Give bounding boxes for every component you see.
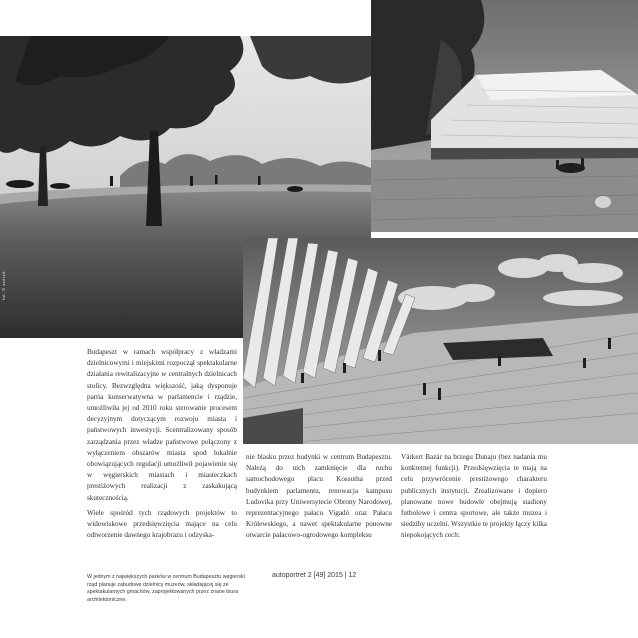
body-paragraph: nie blasku przez budynki w centrum Budapesztu. Należą do nich zamknięcie dla ruchu samochodowego placu Kossutha przed budynkiem parlamentu, renowacja kampusu Ludovika przy Uniwersytecie Obrony Narodowej, reprezentacyjnego pałacu Vigadó oraz Pałacu Królewskiego, a nawet spektakularne ponowne otwarcie pałacowo-ogrodowego kompleksu	[246, 453, 392, 540]
page-folio: autoportret 2 [49] 2015 | 12	[272, 572, 357, 579]
body-column-2	[246, 452, 392, 542]
ramp-rendering	[243, 238, 638, 444]
body-column-3	[401, 452, 547, 542]
ramp-rendering-image	[243, 238, 638, 444]
body-paragraph: Várkert Bazár na brzegu Dunaju (bez nadania mu konkretnej funkcji). Przedsięwzięcia te mają na celu przywrócenie prestiżowego charakteru publicznych instytucji. Zrealizowane i dopiero planowane nowe budowle obejmują stadiony futbolowe i centra sportowe, ale także muzea i siedziby uczelni. Wszystkie te projekty łączy kilka niepokojących cech:	[401, 453, 547, 540]
hall-photo-image	[371, 0, 638, 232]
photo-caption: W jednym z największych parków w centrum Budapesztu węgierski rząd planuje zabudowę dzielnicy muzeów, składającej się ze spektakularnych gmachów, zaprojektowanych przez znane biura architektoniczne.	[87, 574, 245, 603]
photo-credit: fot. © szerző	[1, 270, 6, 300]
body-column-1	[87, 347, 237, 541]
body-paragraph: Wiele spośród tych rządowych projektów to widowiskowe przedsięwzięcia mające na celu odtworzenie dawnego krajobrazu i odzyska-	[87, 508, 237, 540]
hall-photo	[371, 0, 638, 232]
body-paragraph: Budapeszt w ramach współpracy z władzami dzielnicowymi i miejskimi rozpoczął spektakularne działania rewitalizacyjne w centralnych dzielnicach stolicy. Bezwzględna większość, jaką dysponuje partia konserwatywna w parlamencie i rządzie, umożliwiła jej od 2010 roku sterowanie procesem decyzyjnym dotyczącym rozwoju miasta i państwowych inwestycji. Scentralizowany sposób zarządzania przez władze państwowe połączony z wyłączeniem obszarów miasta spod lokalnie obowiązujących regulacji umożliwił pojawienie się w węgierskich miastach i miasteczkach prestiżowych realizacji z zaskakującą skutecznością.	[87, 348, 237, 502]
